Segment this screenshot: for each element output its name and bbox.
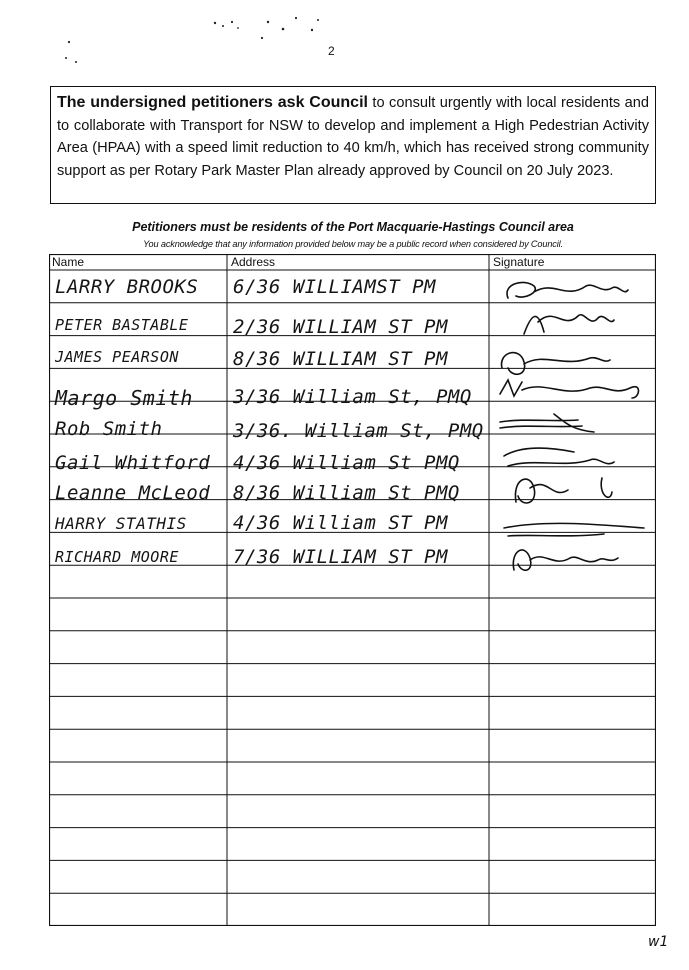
page-mark: w1 xyxy=(648,934,669,950)
column-header-address: Address xyxy=(231,255,276,269)
handwritten-signatures xyxy=(494,272,654,572)
petition-statement xyxy=(50,86,656,204)
petition-body: to consult urgently with local residents and to collaborate with Transport for NSW to develop and implement a High Pedestrian Activity Area (HPAA) with a speed limit reduction to 40 km/h, which has received strong community support as per Rotary Park Master Plan already approved by Council on 20 July 2023. xyxy=(57,95,649,179)
signer-address: 3/36. William St, PMQ xyxy=(233,420,484,442)
signer-address: 8/36 WILLIAM ST PM xyxy=(233,348,448,370)
signer-name: Margo Smith xyxy=(55,386,193,410)
column-header-name: Name xyxy=(52,255,85,269)
scan-specks xyxy=(0,0,689,80)
signer-name: HARRY STATHIS xyxy=(55,514,187,533)
signer-address: 6/36 WILLIAMST PM xyxy=(233,276,436,298)
signer-address: 8/36 William St PMQ xyxy=(233,482,460,504)
signer-name: LARRY BROOKS xyxy=(55,276,199,298)
signer-name: RICHARD MOORE xyxy=(55,548,179,566)
signer-address: 4/36 William St PMQ xyxy=(233,452,460,474)
signer-name: PETER BASTABLE xyxy=(55,316,189,334)
public-record-notice: You acknowledge that any information provided below may be a public record when considered by Council. xyxy=(143,239,563,249)
signer-name: JAMES PEARSON xyxy=(55,348,179,366)
residency-heading: Petitioners must be residents of the Port Macquarie-Hastings Council area xyxy=(132,220,574,234)
signer-address: 4/36 William ST PM xyxy=(233,512,448,534)
signer-name: Gail Whitford xyxy=(55,452,211,474)
signer-address: 7/36 WILLIAM ST PM xyxy=(233,546,448,568)
page-number: 2 xyxy=(328,44,335,58)
signer-name: Leanne McLeod xyxy=(55,482,211,504)
column-header-signature: Signature xyxy=(493,255,545,269)
signer-name: Rob Smith xyxy=(55,418,163,440)
signer-address: 3/36 William St, PMQ xyxy=(233,386,472,408)
petition-lead: The undersigned petitioners ask Council xyxy=(57,94,368,111)
signer-address: 2/36 WILLIAM ST PM xyxy=(233,316,448,338)
signature-table xyxy=(49,254,656,926)
